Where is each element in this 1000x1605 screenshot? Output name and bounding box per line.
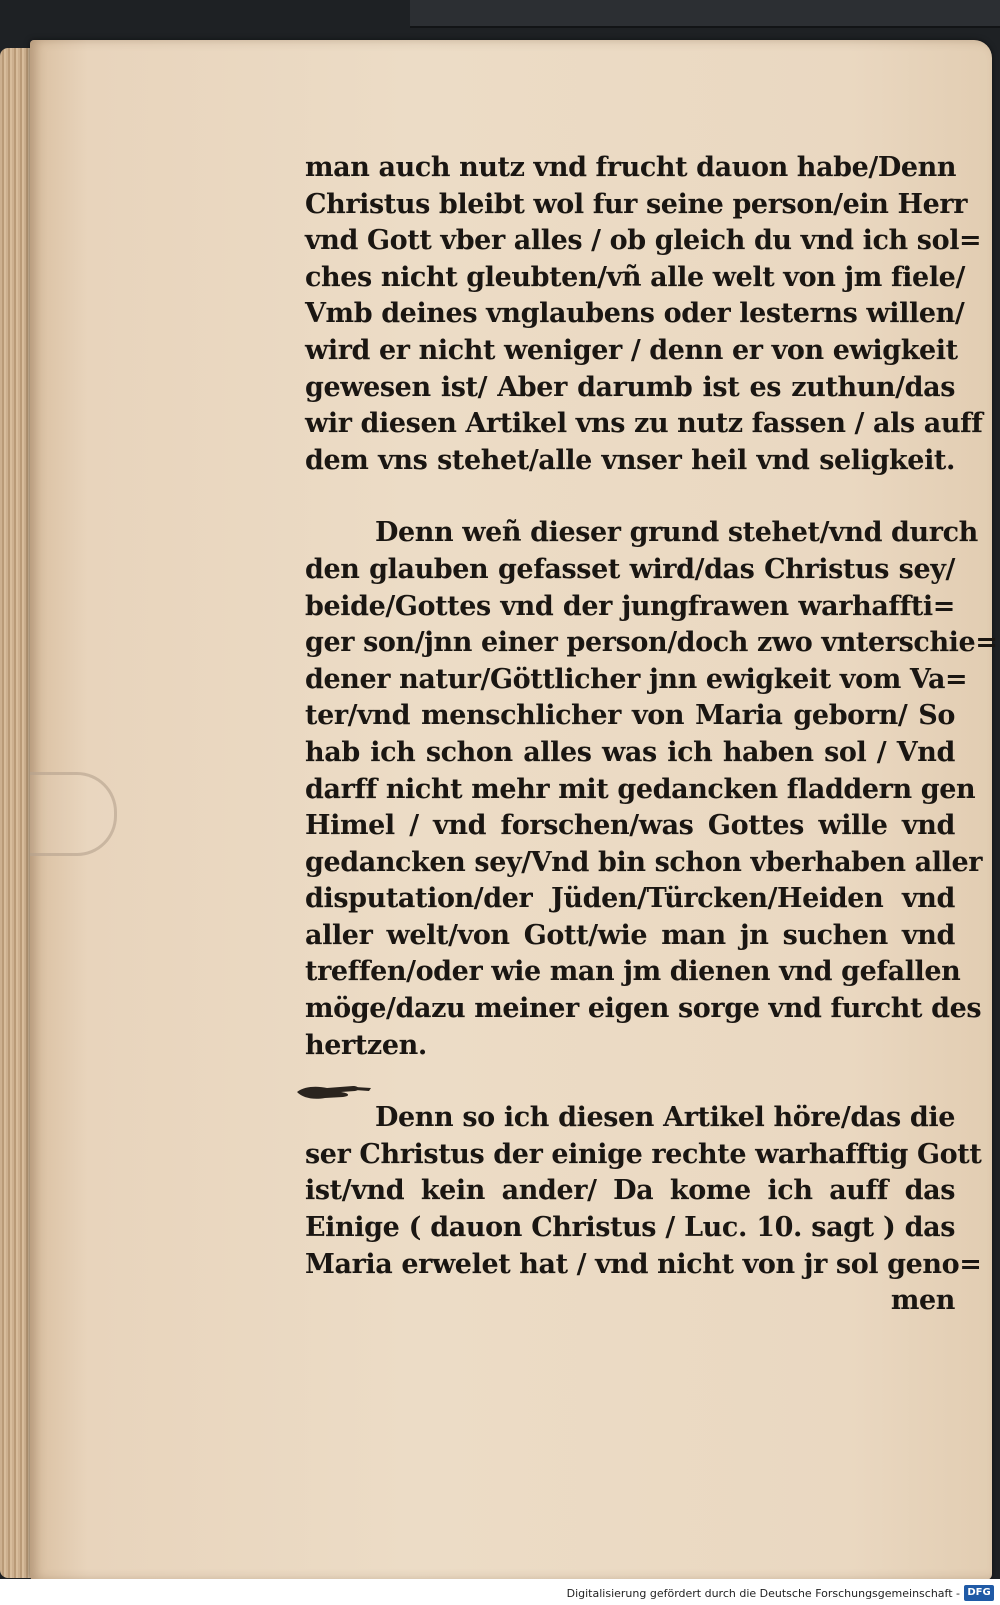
paragraph-3	[305, 1100, 982, 1320]
dfg-logo: DFG	[964, 1585, 994, 1601]
text-line: ist/vnd kein ander/ Da kome ich auff das	[305, 1175, 955, 1207]
text-line: ter/vnd menschlicher von Maria geborn/ So	[305, 700, 955, 732]
text-line: Denn so ich diesen Artikel höre/das die	[375, 1102, 955, 1134]
book-cover-edge	[410, 0, 1000, 28]
text-line: möge/dazu meiner eigen sorge vnd furcht des	[305, 993, 982, 1025]
manicule-icon	[295, 1078, 375, 1102]
text-line: vnd Gott vber alles / ob gleich du vnd ich sol=	[305, 225, 982, 257]
text-line: hertzen.	[305, 1029, 427, 1061]
page-clip	[30, 772, 117, 856]
footer-credit: Digitalisierung gefördert durch die Deutsche Forschungsgemeinschaft -	[566, 1587, 960, 1600]
text-line: Maria erwelet hat / vnd nicht von jr sol geno=	[305, 1248, 982, 1280]
text-line: gewesen ist/ Aber darumb ist es zuthun/das	[305, 371, 955, 403]
text-line: disputation/der Jüden/Türcken/Heiden vnd	[305, 883, 955, 915]
text-line: Einige ( dauon Christus / Luc. 10. sagt ) das	[305, 1212, 955, 1244]
digitization-footer	[0, 1579, 1000, 1605]
text-line: Denn weñ dieser grund stehet/vnd durch	[375, 517, 978, 549]
text-line: Vmb deines vnglaubens oder lesterns willen/	[305, 298, 965, 330]
text-line: dem vns stehet/alle vnser heil vnd seligkeit.	[305, 444, 955, 476]
text-line: beide/Gottes vnd der jungfrawen warhaffti=	[305, 590, 955, 622]
paragraph-1	[305, 150, 983, 479]
text-line: ger son/jnn einer person/doch zwo vnterschie=	[305, 627, 998, 659]
text-line: treffen/oder wie man jm dienen vnd gefallen	[305, 956, 961, 988]
text-line: Himel / vnd forschen/was Gottes wille vnd	[305, 810, 955, 842]
text-line: darff nicht mehr mit gedancken fladdern gen	[305, 773, 976, 805]
text-line: hab ich schon alles was ich haben sol / Vnd	[305, 736, 955, 768]
paragraph-2	[305, 515, 998, 1064]
text-line: man auch nutz vnd frucht dauon habe/Denn	[305, 152, 957, 183]
text-line: wird er nicht weniger / denn er von ewigkeit	[305, 334, 958, 366]
text-line: ches nicht gleubten/vñ alle welt von jm fiele/	[305, 261, 965, 293]
text-line: den glauben gefasset wird/das Christus sey/	[305, 553, 955, 585]
page-text	[305, 150, 998, 1320]
text-line: aller welt/von Gott/wie man jn suchen vnd	[305, 919, 955, 951]
text-line: gedancken sey/Vnd bin schon vberhaben aller	[305, 846, 983, 878]
text-line: ser Christus der einige rechte warhafftig Gott	[305, 1138, 982, 1170]
text-line: Christus bleibt wol fur seine person/ein Herr	[305, 188, 968, 220]
text-line: dener natur/Göttlicher jnn ewigkeit vom Va=	[305, 663, 968, 695]
catchword: men	[890, 1285, 955, 1317]
text-line: wir diesen Artikel vns zu nutz fassen / als auff	[305, 408, 983, 440]
